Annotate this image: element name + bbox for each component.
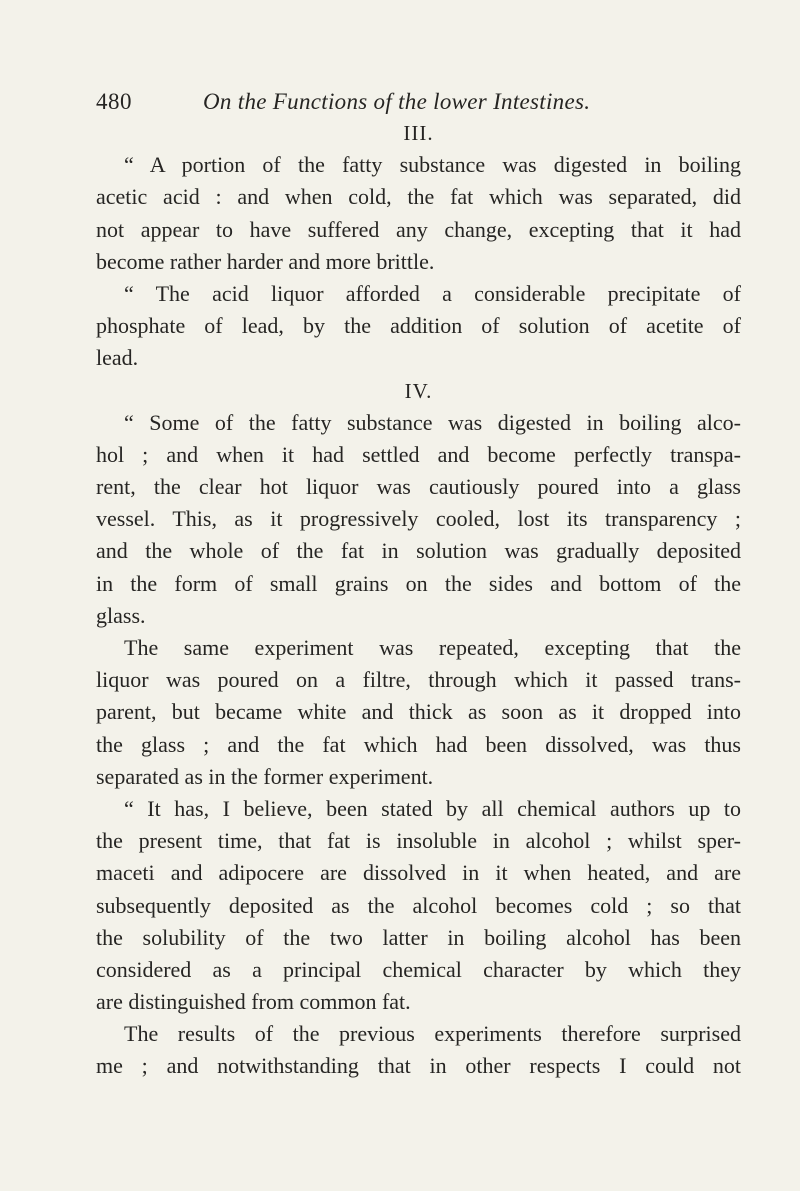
text-line: “ It has, I believe, been stated by all chemical authors up to <box>124 795 741 821</box>
paragraph <box>96 407 741 632</box>
text-line: subsequently deposited as the alcohol becomes cold ; so that <box>96 892 741 918</box>
text-line: not appear to have suffered any change, excepting that it had <box>96 216 741 242</box>
page-number: 480 <box>96 89 132 114</box>
section-heading: III. <box>403 121 434 145</box>
running-title: On the Functions of the lower Intestines. <box>203 89 591 114</box>
text-line: hol ; and when it had settled and become perfectly transpa- <box>96 441 741 467</box>
text-line: are distinguished from common fat. <box>96 989 411 1015</box>
running-head <box>96 82 736 122</box>
text-line: vessel. This, as it progressively cooled, lost its transparency ; <box>96 506 741 532</box>
text-line: rent, the clear hot liquor was cautiously poured into a glass <box>96 474 741 500</box>
text-line: maceti and adipocere are dissolved in it when heated, and are <box>96 860 741 886</box>
text-line: “ A portion of the fatty substance was digested in boiling <box>124 152 741 178</box>
section-heading: IV. <box>404 378 433 403</box>
text-line: and the whole of the fat in solution was gradually deposited <box>96 538 741 564</box>
paragraph <box>96 1018 741 1082</box>
text-line: phosphate of lead, by the addition of solution of acetite of <box>96 313 741 339</box>
text-line: in the form of small grains on the sides and bottom of the <box>96 570 741 596</box>
text-line: the glass ; and the fat which had been dissolved, was thus <box>96 731 741 757</box>
text-line: “ The acid liquor afforded a considerable precipitate of <box>124 280 741 306</box>
text-line: me ; and notwithstanding that in other respects I could not <box>96 1053 741 1079</box>
text-line: The results of the previous experiments therefore surprised <box>124 1021 741 1047</box>
paragraph <box>96 793 741 1018</box>
text-line: glass. <box>96 602 146 628</box>
text-line: The same experiment was repeated, excepting that the <box>124 635 741 660</box>
text-line: separated as in the former experiment. <box>96 763 434 789</box>
body-text <box>96 117 741 1083</box>
text-line: “ Some of the fatty substance was digested in boiling alco- <box>124 409 741 435</box>
text-line: the present time, that fat is insoluble in alcohol ; whilst sper- <box>96 828 741 854</box>
text-line: the solubility of the two latter in boiling alcohol has been <box>96 924 741 950</box>
paragraph <box>96 278 741 375</box>
text-line: considered as a principal chemical character by which they <box>96 956 741 982</box>
text-line: lead. <box>96 345 139 371</box>
paragraph <box>96 632 741 793</box>
text-line: parent, but became white and thick as soon as it dropped into <box>96 699 741 725</box>
text-line: liquor was poured on a filtre, through which it passed trans- <box>96 667 741 693</box>
text-line: become rather harder and more brittle. <box>96 248 435 274</box>
text-line: acetic acid : and when cold, the fat which was separated, did <box>96 184 741 210</box>
paragraph <box>96 149 741 278</box>
